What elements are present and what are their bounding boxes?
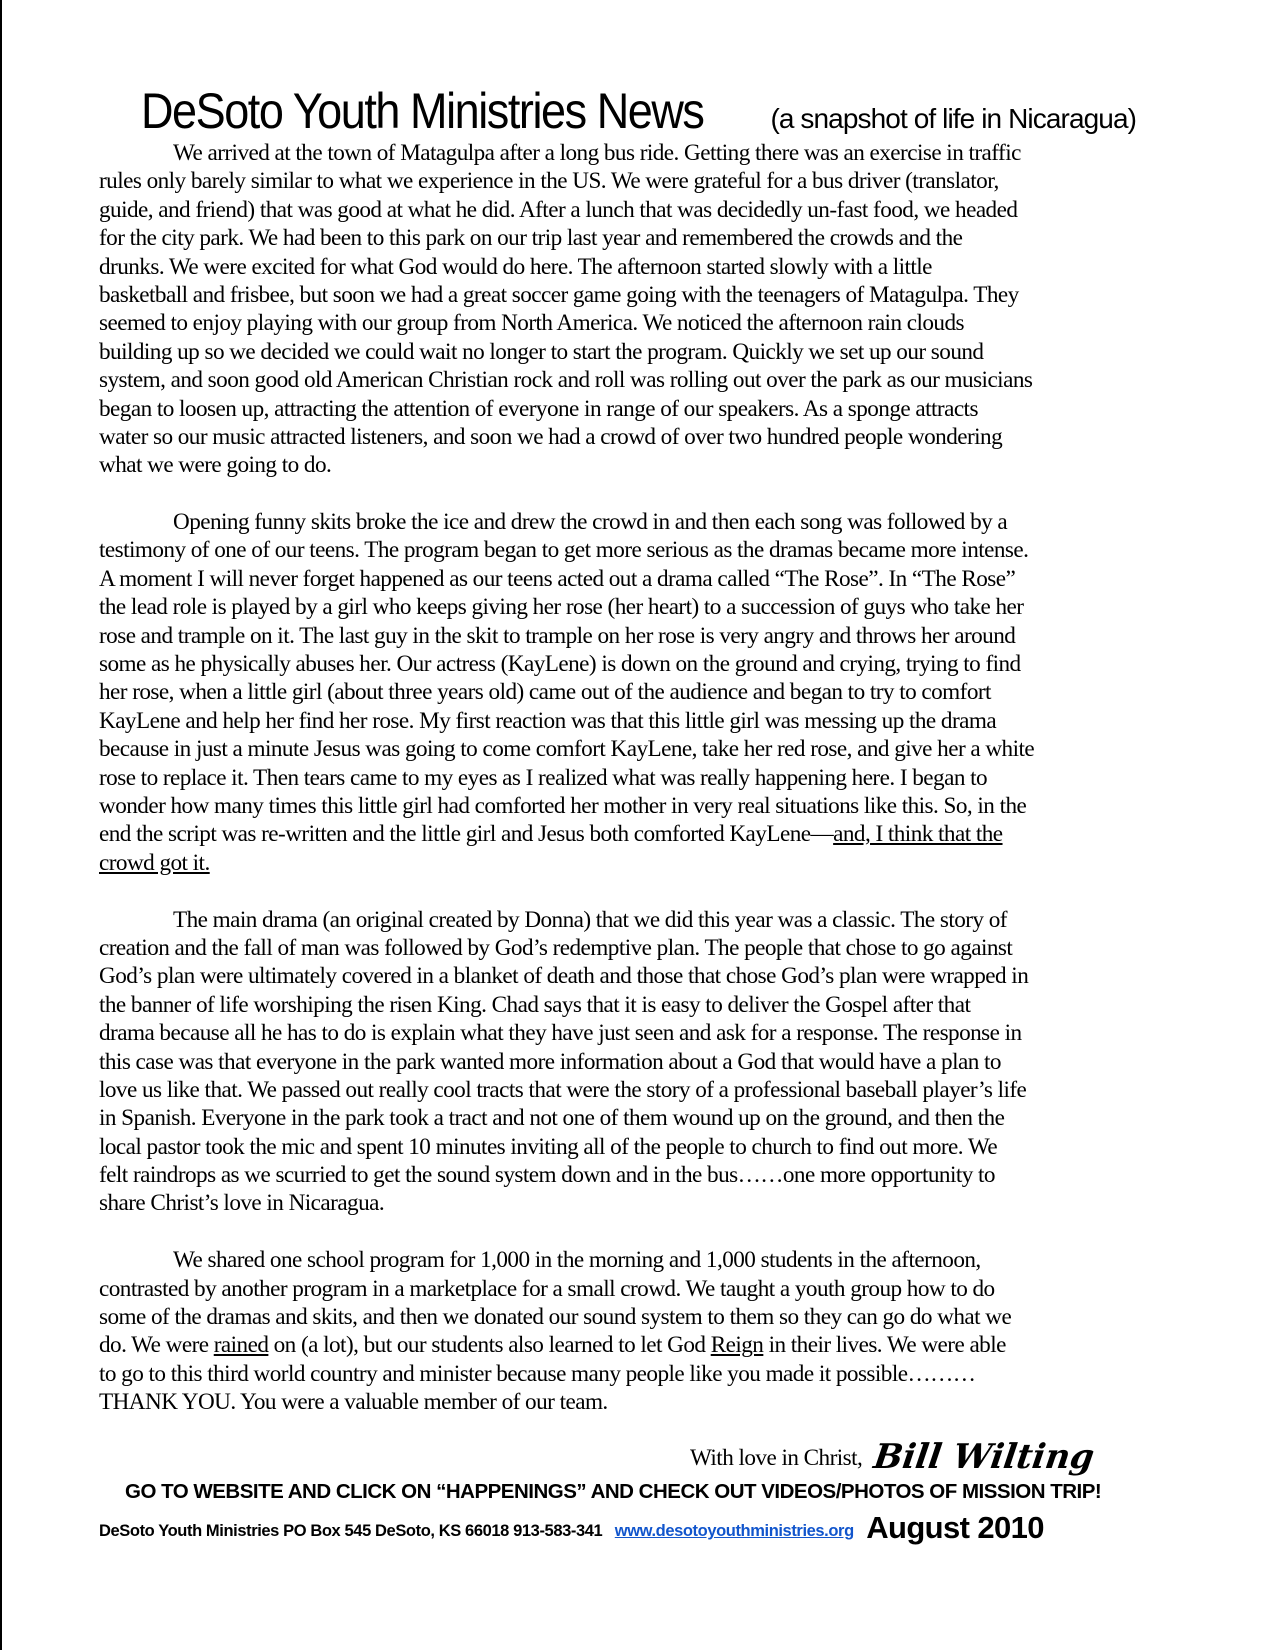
footer-address: DeSoto Youth Ministries PO Box 545 DeSoto, KS 66018 913-583-341 (99, 1522, 603, 1540)
text-line: KayLene and help her find her rose. My first reaction was that this little girl was messing up the drama (99, 707, 997, 734)
closing (690, 1437, 1097, 1477)
text-line: A moment I will never forget happened as our teens acted out a drama called “The Rose”. In “The Rose” (99, 565, 1016, 592)
text-line: testimony of one of our teens. The program began to get more serious as the dramas became more intense. (99, 537, 1029, 564)
text-line: water so our music attracted listeners, and soon we had a crowd of over two hundred people wondering (99, 423, 1003, 450)
page-left-border (0, 0, 2, 1650)
text-line: The main drama (an original created by Donna) that we did this year was a classic. The story of (173, 906, 1007, 933)
text-line: system, and soon good old American Christian rock and roll was rolling out over the park as our musicians (99, 367, 1033, 394)
page-title (141, 82, 1136, 140)
text-line: THANK YOU. You were a valuable member of our team. (99, 1389, 608, 1416)
text-span: end the script was re-written and the little girl and Jesus both comforted KayLene— (99, 821, 834, 848)
text-line: seemed to enjoy playing with our group from North America. We noticed the afternoon rain clouds (99, 310, 964, 337)
text-line (99, 820, 1169, 848)
text-line: rules only barely similar to what we experience in the US. We were grateful for a bus driver (translator, (99, 168, 999, 195)
text-span: do. We were (99, 1332, 214, 1359)
text-line: her rose, when a little girl (about three years old) came out of the audience and began to try to comfort (99, 679, 991, 706)
text-line: this case was that everyone in the park wanted more information about a God that would have a plan to (99, 1048, 1001, 1075)
text-line: creation and the fall of man was followed by God’s redemptive plan. The people that chose to go against (99, 934, 1013, 961)
signature: Bill Wilting (870, 1437, 1097, 1477)
paragraph-4 (99, 1246, 1169, 1416)
website-link[interactable]: www.desotoyouthministries.org (614, 1522, 854, 1540)
text-line: We shared one school program for 1,000 in the morning and 1,000 students in the afternoon, (173, 1247, 981, 1274)
text-line: drunks. We were excited for what God would do here. The afternoon started slowly with a little (99, 253, 932, 280)
text-line: some of the dramas and skits, and then we donated our sound system to them so they can go do what we (99, 1304, 1012, 1331)
text-line: Opening funny skits broke the ice and drew the crowd in and then each song was followed by a (173, 509, 1008, 536)
text-line: in Spanish. Everyone in the park took a tract and not one of them wound up on the ground, and then the (99, 1105, 1005, 1132)
underlined-word-reign: Reign (710, 1332, 764, 1359)
newsletter-title: DeSoto Youth Ministries News (141, 83, 704, 139)
text-line: felt raindrops as we scurried to get the sound system down and in the bus……one more opportunity to (99, 1162, 995, 1189)
text-line: the banner of life worshiping the risen King. Chad says that it is easy to deliver the Gospel after that (99, 991, 971, 1018)
text-line: because in just a minute Jesus was going to come comfort KayLene, take her red rose, and give her a white (99, 736, 1035, 763)
paragraph-gap (99, 877, 1169, 905)
text-line: wonder how many times this little girl had comforted her mother in very real situations like this. So, in the (99, 792, 1027, 819)
text-line: to go to this third world country and minister because many people like you made it possible……… (99, 1360, 976, 1387)
paragraph-gap (99, 480, 1169, 508)
text-line (99, 849, 1169, 877)
text-line: contrasted by another program in a marketplace for a small crowd. We taught a youth group how to do (99, 1275, 995, 1302)
text-line: what we were going to do. (99, 452, 332, 479)
text-line: rose and trample on it. The last guy in the skit to trample on her rose is very angry and throws her around (99, 622, 1016, 649)
text-line: love us like that. We passed out really cool tracts that were the story of a professional baseball player’s life (99, 1076, 1027, 1103)
text-line: God’s plan were ultimately covered in a blanket of death and those that chose God’s plan were wrapped in (99, 963, 1029, 990)
text-line: We arrived at the town of Matagulpa after a long bus ride. Getting there was an exercise in traffic (173, 140, 1021, 166)
paragraph-3 (99, 906, 1169, 1218)
underlined-text: crowd got it. (99, 849, 210, 876)
call-to-action: GO TO WEBSITE AND CLICK ON “HAPPENINGS” AND CHECK OUT VIDEOS/PHOTOS OF MISSION TRIP! (125, 1480, 1102, 1503)
article-body (99, 139, 1169, 1417)
text-line: guide, and friend) that was good at what he did. After a lunch that was decidedly un-fast food, we headed (99, 196, 1018, 223)
text-span: in their lives. We were able (763, 1332, 1006, 1359)
salutation: With love in Christ, (690, 1445, 863, 1471)
paragraph-gap (99, 1218, 1169, 1246)
text-line: began to loosen up, attracting the attention of everyone in range of our speakers. As a sponge attracts (99, 395, 978, 422)
text-line (99, 1331, 1169, 1359)
text-line: some as he physically abuses her. Our actress (KayLene) is down on the ground and crying, trying to find (99, 651, 1021, 678)
text-line: share Christ’s love in Nicaragua. (99, 1190, 385, 1217)
underlined-text: and, I think that the (833, 821, 1003, 848)
issue-date: August 2010 (866, 1510, 1044, 1545)
paragraph-1 (99, 139, 1169, 480)
newsletter-subtitle: (a snapshot of life in Nicaragua) (770, 103, 1137, 134)
text-line: local pastor took the mic and spent 10 minutes inviting all of the people to church to find out more. We (99, 1133, 998, 1160)
text-line: the lead role is played by a girl who keeps giving her rose (her heart) to a succession of guys who take her (99, 594, 1024, 621)
footer (99, 1510, 1044, 1546)
text-line: drama because all he has to do is explain what they have just seen and ask for a response. The response in (99, 1020, 1022, 1047)
text-line: basketball and frisbee, but soon we had a great soccer game going with the teenagers of Matagulpa. They (99, 281, 1019, 308)
text-line: rose to replace it. Then tears came to my eyes as I realized what was really happening here. I began to (99, 764, 988, 791)
text-span: on (a lot), but our students also learned to let God (268, 1332, 711, 1359)
underlined-word-rained: rained (213, 1332, 269, 1359)
text-line: building up so we decided we could wait no longer to start the program. Quickly we set up our sound (99, 338, 984, 365)
text-line: for the city park. We had been to this park on our trip last year and remembered the crowds and the (99, 225, 963, 252)
paragraph-2 (99, 508, 1169, 877)
